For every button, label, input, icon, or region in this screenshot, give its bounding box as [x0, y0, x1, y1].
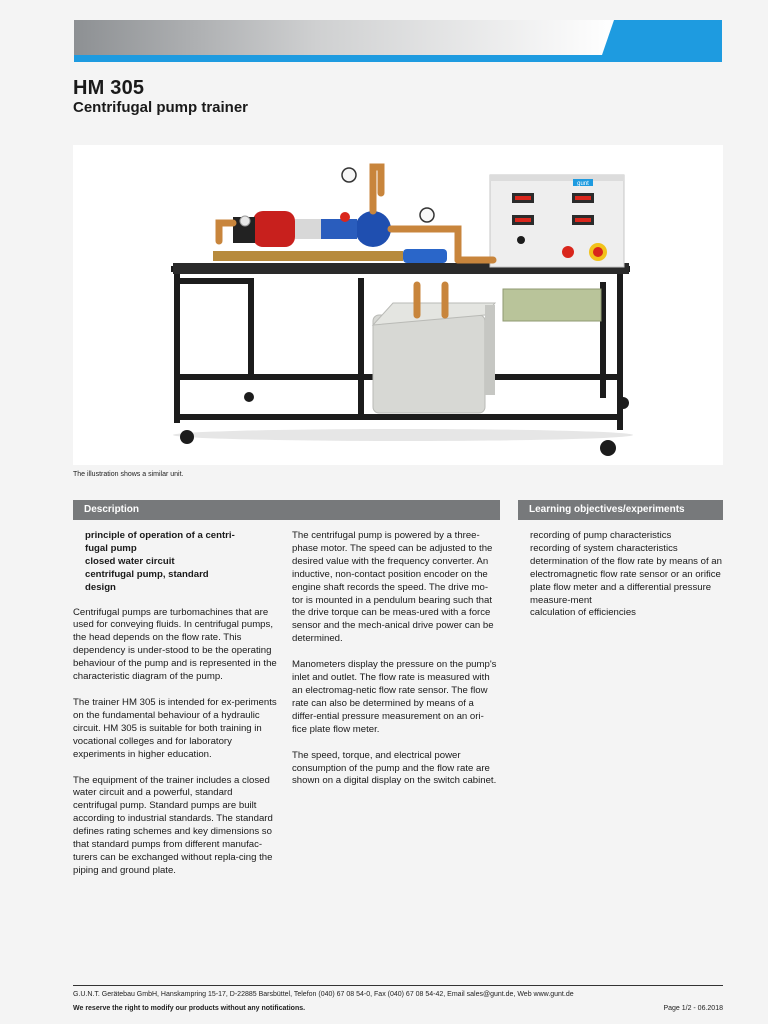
objectives-list: [530, 530, 723, 620]
learning-heading: Learning objectives/experiments: [518, 500, 723, 520]
image-caption: The illustration shows a similar unit.: [73, 471, 184, 478]
learning-column: [530, 530, 723, 620]
product-code: HM 305: [73, 77, 145, 99]
header-banner: [74, 20, 722, 62]
highlight-item: closed water circuit: [85, 555, 175, 567]
description-paragraph: The speed, torque, and electrical power consumption of the pump and the flow rate are shown on a digital display on the switch cabinet.: [292, 749, 497, 787]
footer-notice: We reserve the right to modify our products without any notifications.: [73, 1005, 306, 1012]
objective-item: calculation of efficiencies: [530, 607, 636, 619]
objective-item: recording of pump characteristics: [530, 530, 672, 541]
objective-item: recording of system characteristics: [530, 542, 678, 554]
footer-divider: [73, 985, 723, 986]
footer-company-info: G.U.N.T. Gerätebau GmbH, Hanskampring 15-17, D-22885 Barsbüttel, Telefon (040) 67 08 54-0, Fax (040) 67 08 54-42, Email sales@gunt.de, Web www.gunt.de: [73, 991, 574, 998]
gunt-logo: gunt: [577, 181, 589, 187]
objective-item: determination of the flow rate by means of an electromagnetic flow rate sensor or an orifice plate flow meter and a differential pressure measure-ment: [530, 555, 722, 606]
description-column-1: [73, 530, 278, 891]
description-heading: Description: [73, 500, 500, 520]
description-paragraph: Centrifugal pumps are turbomachines that are used for conveying fluids. In centrifugal pumps, the head depends on the flow rate. This dependency is under-stood to be the operating behaviour of the pump and is represented in the characteristic diagram of the pump.: [73, 606, 277, 683]
highlight-item: centrifugal pump, standard design: [85, 568, 209, 593]
description-column-2: [292, 530, 497, 801]
description-paragraph: The equipment of the trainer includes a closed water circuit and a powerful, standard centrifugal pump. Standard pumps are built according to industrial standards. The standard defines rating schemes and key dimensions so that standard pumps from different manufac-turers can be exchanged without repla-cing the piping and ground plate.: [73, 774, 273, 876]
highlight-item: principle of operation of a centri- fugal pump: [85, 530, 235, 554]
page-number: Page 1/2 - 06.2018: [663, 1005, 723, 1012]
product-photo: [73, 145, 723, 465]
description-paragraph: The trainer HM 305 is intended for ex-periments on the fundamental behaviour of a hydraulic circuit. HM 305 is suitable for both training in vocational colleges and for laboratory experiments in higher education.: [73, 696, 277, 760]
description-paragraph: The centrifugal pump is powered by a three-phase motor. The speed can be adjusted to the desired value with the frequency converter. An inductive, non-contact position encoder on the engine shaft records the speed. The drive mo-tor is mounted in a pendulum bearing such that the drive torque can be meas-ured with a force sensor and the mech-anical drive power can be determined.: [292, 530, 494, 645]
product-name: Centrifugal pump trainer: [73, 99, 249, 116]
description-paragraph: Manometers display the pressure on the pump's inlet and outlet. The flow rate is measured with an electromag-netic flow rate sensor. The flow rate can also be determined by means of a differ-ential pressure measurement on an ori-fice plate flow meter.: [292, 659, 497, 735]
highlights-list: [73, 530, 278, 595]
